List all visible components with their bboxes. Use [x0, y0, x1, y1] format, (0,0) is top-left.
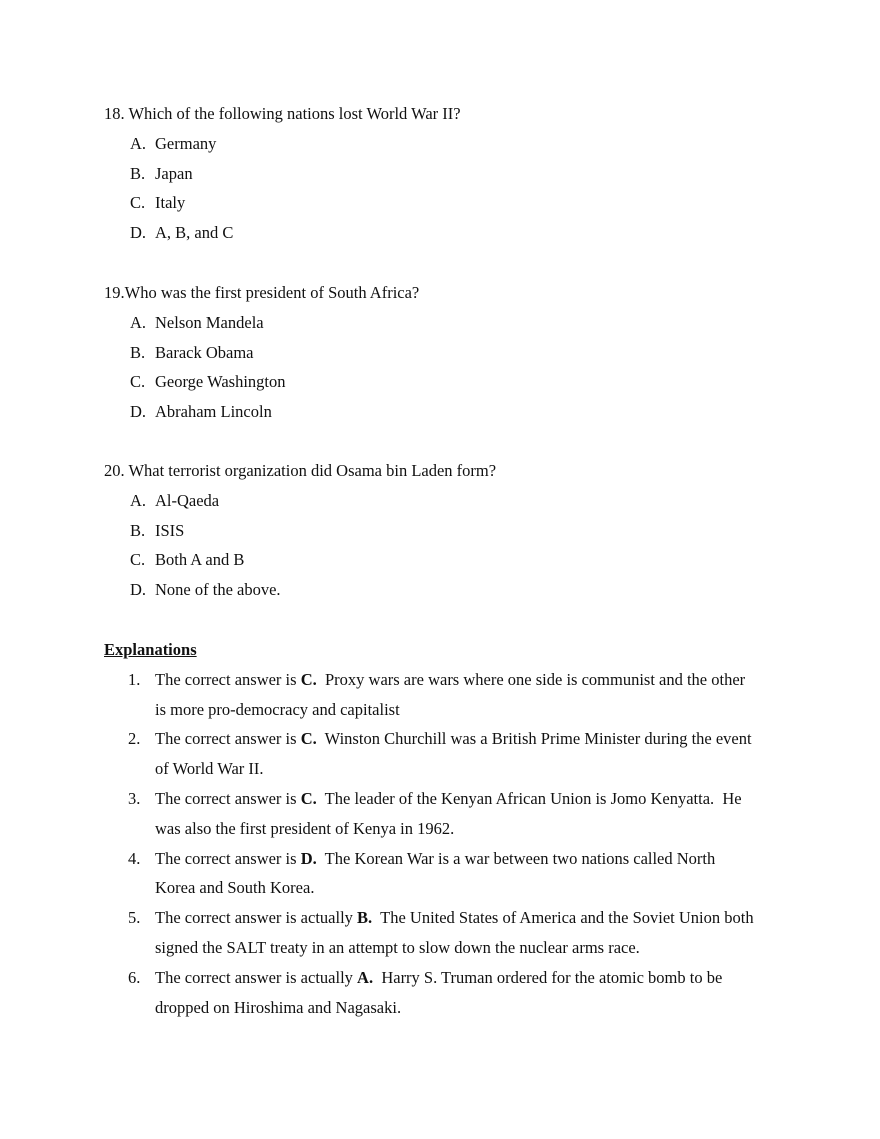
explanation-item: 1. The correct answer is C. Proxy wars are wars where one side is communist and the other is more pro-democracy and capitalist: [128, 669, 746, 719]
option-d: D. A, B, and C: [130, 223, 234, 243]
answer-letter: A.: [357, 967, 374, 987]
option-c: C. George Washington: [130, 372, 286, 392]
option-b: B. ISIS: [130, 520, 185, 540]
explanations-section: [104, 635, 794, 1022]
explanation-item: 6. The correct answer is actually A. Harry S. Truman ordered for the atomic bomb to be dropped on Hiroshima and Nagasaki.: [128, 967, 723, 1017]
option-c: C. Both A and B: [130, 550, 245, 570]
answer-letter: B.: [357, 908, 373, 928]
answer-letter: D.: [300, 848, 317, 868]
answer-letter: C.: [300, 788, 317, 808]
question-18: [104, 99, 794, 248]
option-b: B. Japan: [130, 163, 193, 183]
option-a: A. Germany: [130, 133, 217, 153]
question-20: [104, 456, 794, 605]
question-text: 19.Who was the first president of South Africa?: [104, 283, 420, 302]
option-b: B. Barack Obama: [130, 342, 254, 362]
answer-letter: C.: [300, 729, 317, 749]
explanation-item: 2. The correct answer is C. Winston Churchill was a British Prime Minister during the event of World War II.: [128, 729, 752, 779]
question-text: 18. Which of the following nations lost World War II?: [104, 104, 461, 123]
option-d: D. None of the above.: [130, 580, 281, 600]
option-c: C. Italy: [130, 193, 186, 213]
explanations-title: Explanations: [104, 640, 197, 659]
question-text: 20. What terrorist organization did Osama bin Laden form?: [104, 461, 497, 480]
question-19: [104, 278, 794, 427]
option-d: D. Abraham Lincoln: [130, 402, 272, 422]
answer-letter: C.: [300, 669, 317, 689]
explanation-item: 5. The correct answer is actually B. The United States of America and the Soviet Union both signed the SALT treaty in an attempt to slow down the nuclear arms race.: [128, 908, 754, 957]
explanation-item: 4. The correct answer is D. The Korean War is a war between two nations called North Korea and South Korea.: [128, 848, 716, 898]
option-a: A. Al-Qaeda: [130, 490, 220, 510]
option-a: A. Nelson Mandela: [130, 312, 264, 332]
explanation-item: 3. The correct answer is C. The leader of the Kenyan African Union is Jomo Kenyatta. He was also the first president of Kenya in 1962.: [128, 788, 742, 838]
